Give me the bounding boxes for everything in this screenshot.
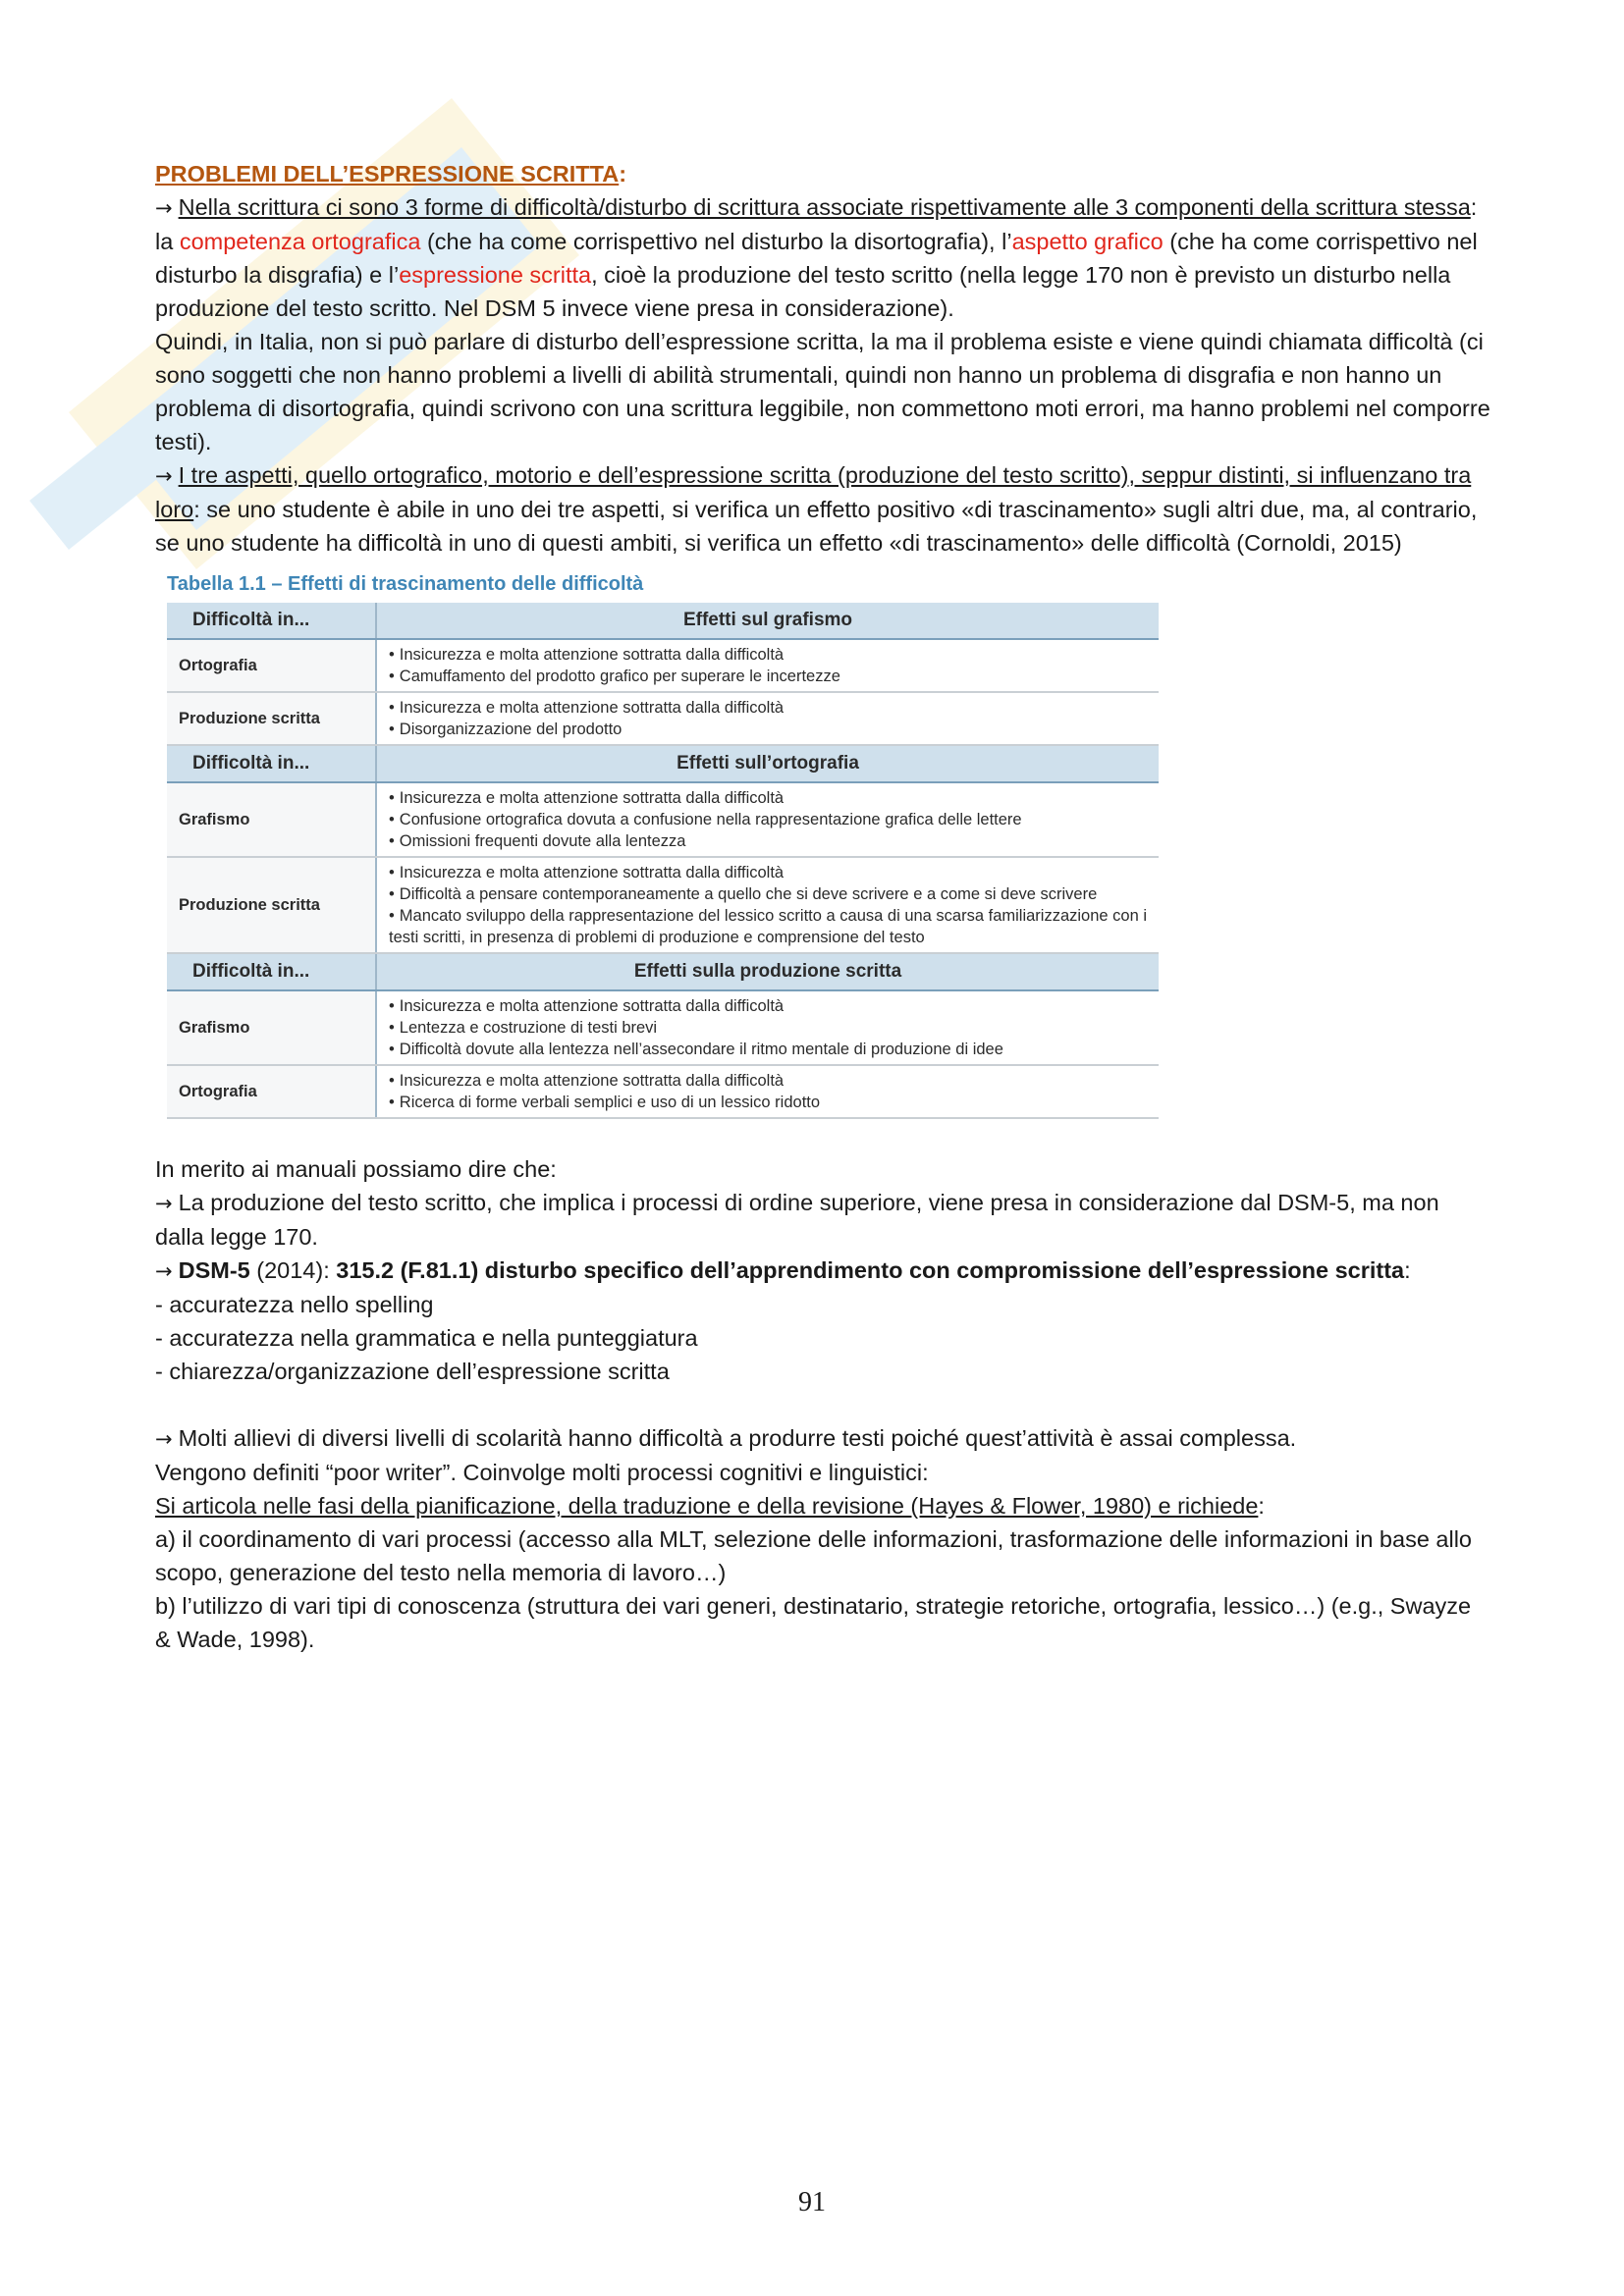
table-row xyxy=(167,1065,1159,1118)
table-caption: Tabella 1.1 – Effetti di trascinamento delle difficoltà xyxy=(167,573,644,595)
paragraph-poor-writers xyxy=(155,1421,1490,1456)
paragraph-poor-writer-definition: Vengono definiti “poor writer”. Coinvolge molti processi cognitivi e linguistici: xyxy=(155,1460,929,1485)
table-row xyxy=(167,782,1159,857)
document-body xyxy=(155,157,1490,1656)
effect-item: • Insicurezza e molta attenzione sottratta dalla difficoltà xyxy=(389,862,1147,883)
text: : se uno studente è abile in uno dei tre aspetti, si verifica un effetto positivo «di trascinamento» sugli altri due, ma, al contrario, se uno studente ha difficoltà in uno di questi ambiti, si verifica un effetto «di trascinamento» delle difficoltà (Cornoldi, 2015) xyxy=(155,497,1478,556)
spacer xyxy=(155,1119,1490,1152)
spacer xyxy=(155,1388,1490,1421)
table-row-label: Produzione scritta xyxy=(167,692,376,745)
highlight-espressione-scritta: espressione scritta xyxy=(399,262,592,288)
effects-table-body xyxy=(167,603,1159,1118)
paragraph-written-expression-forms xyxy=(155,190,1490,325)
requirement-a: a) il coordinamento di vari processi (accesso alla MLT, selezione delle informazioni, trasformazione delle informazioni in base allo scopo, generazione del testo nella memoria di lavoro…) xyxy=(155,1526,1473,1585)
table-header-effects: Effetti sulla produzione scritta xyxy=(376,953,1159,990)
effect-item: • Omissioni frequenti dovute alla lentezza xyxy=(389,830,1147,852)
effect-item: • Insicurezza e molta attenzione sottratta dalla difficoltà xyxy=(389,1070,1147,1092)
table-row-effects xyxy=(376,639,1159,692)
table-row-effects xyxy=(376,782,1159,857)
effect-item: • Insicurezza e molta attenzione sottratta dalla difficoltà xyxy=(389,697,1147,719)
table-row xyxy=(167,990,1159,1065)
table-row-effects xyxy=(376,1065,1159,1118)
table-row-label: Ortografia xyxy=(167,1065,376,1118)
effect-item: • Ricerca di forme verbali semplici e uso di un lessico ridotto xyxy=(389,1092,1147,1113)
table-header-difficulty: Difficoltà in... xyxy=(167,603,376,639)
dsm-item: - chiarezza/organizzazione dell’espressione scritta xyxy=(155,1359,670,1384)
table-row xyxy=(167,857,1159,953)
effect-item: • Camuffamento del prodotto grafico per superare le incertezze xyxy=(389,666,1147,687)
underlined-text: Si articola nelle fasi della pianificazione, della traduzione e della revisione (Hayes & Flower, 1980) e richiede xyxy=(155,1493,1259,1519)
highlight-competenza-ortografica: competenza ortografica xyxy=(179,229,421,254)
effects-list xyxy=(389,862,1147,948)
paragraph-phases xyxy=(155,1489,1490,1522)
effects-table-figure xyxy=(167,571,1168,1119)
text: (che ha come corrispettivo nel disturbo la disortografia), l’ xyxy=(420,229,1012,254)
effect-item: • Confusione ortografica dovuta a confusione nella rappresentazione grafica delle lettere xyxy=(389,809,1147,830)
section-heading-line xyxy=(155,157,1490,190)
paragraph-dsm5-vs-law xyxy=(155,1186,1490,1254)
manuals-intro: In merito ai manuali possiamo dire che: xyxy=(155,1156,557,1182)
table-row-effects xyxy=(376,857,1159,953)
bold-text: DSM-5 xyxy=(178,1257,250,1283)
effects-table xyxy=(167,603,1159,1119)
effect-item: • Mancato sviluppo della rappresentazione del lessico scritto a causa di una scarsa familiarizzazione con i testi scritti, in presenza di problemi di produzione e comprensione del testo xyxy=(389,905,1147,948)
effects-list xyxy=(389,1070,1147,1113)
text: , cioè la produzione del testo scritto (nella legge 170 non è previsto un disturbo nella produzione del testo scritto. Nel DSM 5 invece viene presa in considerazione). xyxy=(155,262,1451,321)
underlined-text: Nella scrittura ci sono 3 forme di difficoltà/disturbo di scrittura associate rispettivamente alle 3 componenti della scrittura stessa xyxy=(178,194,1471,220)
table-row xyxy=(167,692,1159,745)
effect-item: • Disorganizzazione del prodotto xyxy=(389,719,1147,740)
table-group-header xyxy=(167,603,1159,639)
effects-list xyxy=(389,644,1147,687)
section-heading: PROBLEMI DELL’ESPRESSIONE SCRITTA xyxy=(155,161,620,187)
table-row-label: Grafismo xyxy=(167,990,376,1065)
highlight-aspetto-grafico: aspetto grafico xyxy=(1011,229,1164,254)
text: : la xyxy=(155,194,1478,254)
paragraph-three-aspects xyxy=(155,458,1490,560)
effect-item: • Difficoltà a pensare contemporaneamente a quello che si deve scrivere e a come si deve scrivere xyxy=(389,883,1147,905)
arrow-icon: → xyxy=(155,464,173,488)
table-header-difficulty: Difficoltà in... xyxy=(167,745,376,782)
page-number: 91 xyxy=(798,2187,826,2217)
bold-text: 315.2 (F.81.1) disturbo specifico dell’apprendimento con compromissione dell’espressione scritta xyxy=(336,1257,1405,1283)
text: : xyxy=(1404,1257,1411,1283)
table-row-effects xyxy=(376,692,1159,745)
effects-list xyxy=(389,995,1147,1060)
table-row-label: Grafismo xyxy=(167,782,376,857)
table-row-label: Produzione scritta xyxy=(167,857,376,953)
table-row-label: Ortografia xyxy=(167,639,376,692)
paragraph-dsm5-definition xyxy=(155,1254,1490,1288)
section-heading-colon: : xyxy=(619,161,627,187)
text: Molti allievi di diversi livelli di scolarità hanno difficoltà a produrre testi poiché quest’attività è assai complessa. xyxy=(178,1425,1297,1451)
table-row xyxy=(167,639,1159,692)
arrow-icon: → xyxy=(155,1427,173,1451)
table-header-difficulty: Difficoltà in... xyxy=(167,953,376,990)
underlined-text: I tre aspetti, quello ortografico, motorio e dell’espressione scritta (produzione del testo scritto), seppur distinti, si influenzano tra loro xyxy=(155,462,1472,522)
dsm-item: - accuratezza nella grammatica e nella punteggiatura xyxy=(155,1325,698,1351)
table-header-effects: Effetti sul grafismo xyxy=(376,603,1159,639)
effect-item: • Lentezza e costruzione di testi brevi xyxy=(389,1017,1147,1039)
requirement-b: b) l’utilizzo di vari tipi di conoscenza (struttura dei vari generi, destinatario, strategie retoriche, ortografia, lessico…) (e.g., Swayze & Wade, 1998). xyxy=(155,1593,1472,1652)
text: (2014): xyxy=(249,1257,337,1283)
effect-item: • Difficoltà dovute alla lentezza nell’assecondare il ritmo mentale di produzione di idee xyxy=(389,1039,1147,1060)
paragraph-italy-difficulty: Quindi, in Italia, non si può parlare di disturbo dell’espressione scritta, la ma il problema esiste e viene quindi chiamata difficoltà (ci sono soggetti che non hanno problemi a livelli di abilità strumentali, quindi non hanno un problema di disgrafia e non hanno un problema di disortografia, quindi scrivono con una scrittura leggibile, non commettono moti errori, ma hanno problemi nel comporre testi). xyxy=(155,329,1490,454)
arrow-icon: → xyxy=(155,1259,173,1283)
text: La produzione del testo scritto, che implica i processi di ordine superiore, viene presa in considerazione dal DSM-5, ma non dalla legge 170. xyxy=(155,1190,1439,1250)
arrow-icon: → xyxy=(155,1192,173,1215)
text: : xyxy=(1258,1493,1265,1519)
table-group-header xyxy=(167,745,1159,782)
table-group-header xyxy=(167,953,1159,990)
effect-item: • Insicurezza e molta attenzione sottratta dalla difficoltà xyxy=(389,787,1147,809)
table-header-effects: Effetti sull’ortografia xyxy=(376,745,1159,782)
effect-item: • Insicurezza e molta attenzione sottratta dalla difficoltà xyxy=(389,995,1147,1017)
table-row-effects xyxy=(376,990,1159,1065)
arrow-icon: → xyxy=(155,196,173,220)
dsm-item: - accuratezza nello spelling xyxy=(155,1292,434,1317)
effect-item: • Insicurezza e molta attenzione sottratta dalla difficoltà xyxy=(389,644,1147,666)
effects-list xyxy=(389,697,1147,740)
text: (che ha come corrispettivo nel disturbo la disgrafia) e l’ xyxy=(155,229,1478,288)
effects-list xyxy=(389,787,1147,852)
